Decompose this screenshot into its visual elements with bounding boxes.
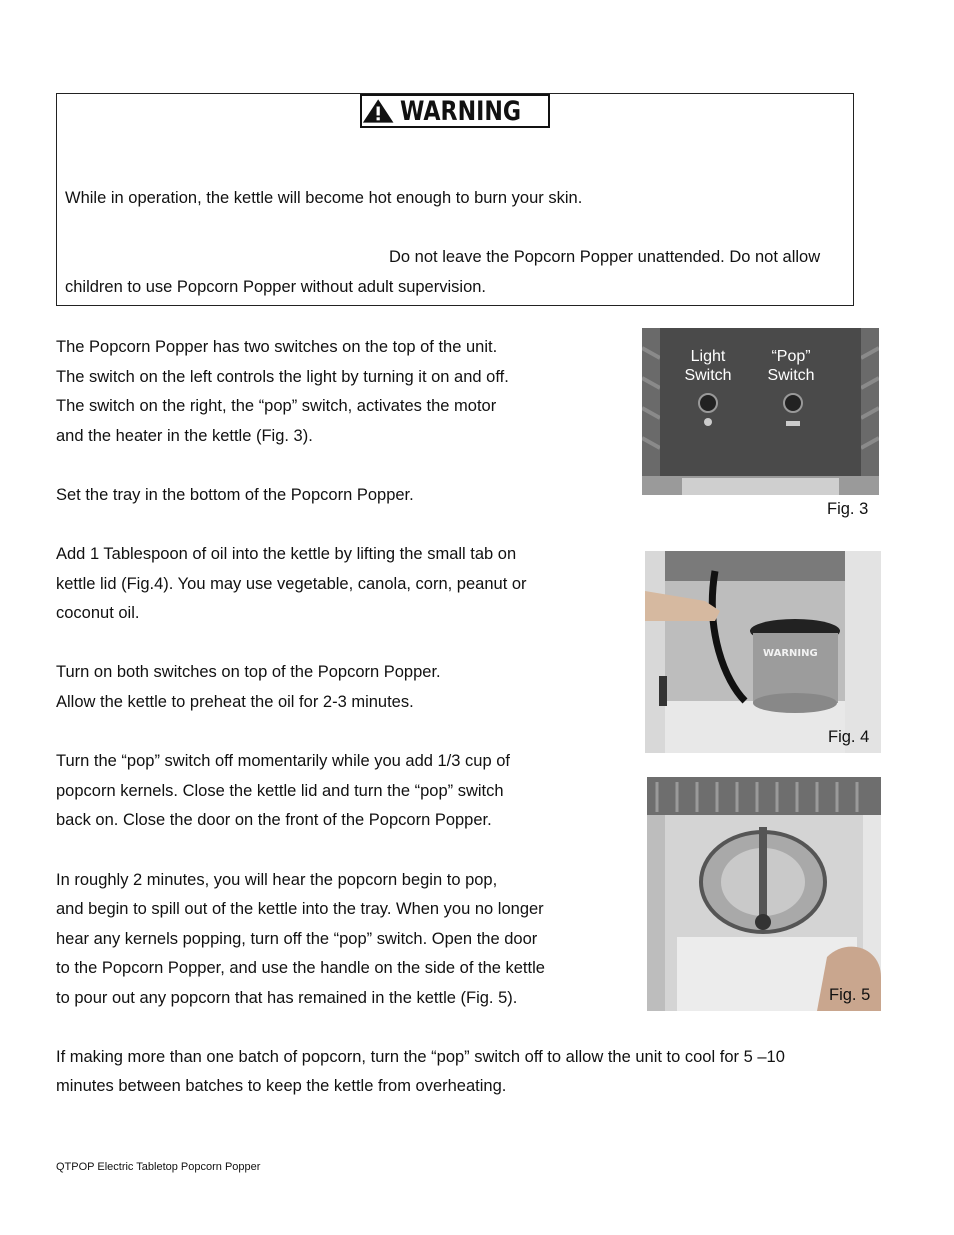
text-line: The switch on the left controls the light by turning it on and off. <box>56 368 509 386</box>
footer-text: QTPOP Electric Tabletop Popcorn Popper <box>56 1161 261 1173</box>
warning-triangle-icon <box>362 97 394 125</box>
text-line: Turn the “pop” switch off momentarily while you add 1/3 cup of <box>56 752 510 770</box>
text-line: Turn on both switches on top of the Popcorn Popper. <box>56 663 441 681</box>
text-line: to pour out any popcorn that has remained in the kettle (Fig. 5). <box>56 989 518 1007</box>
text-line: to the Popcorn Popper, and use the handle on the side of the kettle <box>56 959 545 977</box>
text-line: Allow the kettle to preheat the oil for 2-3 minutes. <box>56 693 414 711</box>
text-line: Add 1 Tablespoon of oil into the kettle by lifting the small tab on <box>56 545 517 563</box>
light-switch-label <box>682 347 734 385</box>
text-line: kettle lid (Fig.4). You may use vegetable, canola, corn, peanut or <box>56 575 527 593</box>
fig5-caption: Fig. 5 <box>829 986 871 1004</box>
pop-label-line1: “Pop” <box>771 348 811 365</box>
text-line: and begin to spill out of the kettle into the tray. When you no longer <box>56 900 544 918</box>
text-line: back on. Close the door on the front of the Popcorn Popper. <box>56 811 492 829</box>
text-line: hear any kernels popping, turn off the “pop” switch. Open the door <box>56 930 538 948</box>
text-line: coconut oil. <box>56 604 140 622</box>
pop-label-line2: Switch <box>767 367 815 384</box>
pop-switch-label <box>763 347 819 385</box>
warning-badge <box>360 94 550 128</box>
fig3-caption: Fig. 3 <box>827 500 869 518</box>
text-line: If making more than one batch of popcorn, turn the “pop” switch off to allow the unit to cool for 5 –10 <box>56 1048 785 1066</box>
text-line: minutes between batches to keep the kettle from overheating. <box>56 1077 507 1095</box>
text-line: The switch on the right, the “pop” switch, activates the motor <box>56 397 497 415</box>
warning-line-3: children to use Popcorn Popper without adult supervision. <box>65 278 486 296</box>
text-line: and the heater in the kettle (Fig. 3). <box>56 427 313 445</box>
fig4-photo <box>645 551 881 753</box>
warning-line-1: While in operation, the kettle will become hot enough to burn your skin. <box>65 189 583 207</box>
fig3-photo <box>642 328 879 495</box>
fig4-caption: Fig. 4 <box>828 728 870 746</box>
text-line: Set the tray in the bottom of the Popcorn Popper. <box>56 486 414 504</box>
light-label-line1: Light <box>690 348 726 365</box>
text-line: The Popcorn Popper has two switches on the top of the unit. <box>56 338 498 356</box>
warning-title: WARNING <box>400 95 522 127</box>
text-line: popcorn kernels. Close the kettle lid and turn the “pop” switch <box>56 782 504 800</box>
fig5-photo <box>647 777 881 1011</box>
text-line: In roughly 2 minutes, you will hear the popcorn begin to pop, <box>56 871 498 889</box>
kettle-warning-label: WARNING <box>763 648 818 659</box>
light-label-line2: Switch <box>684 367 732 384</box>
warning-line-2: Do not leave the Popcorn Popper unattended. Do not allow <box>389 248 821 266</box>
